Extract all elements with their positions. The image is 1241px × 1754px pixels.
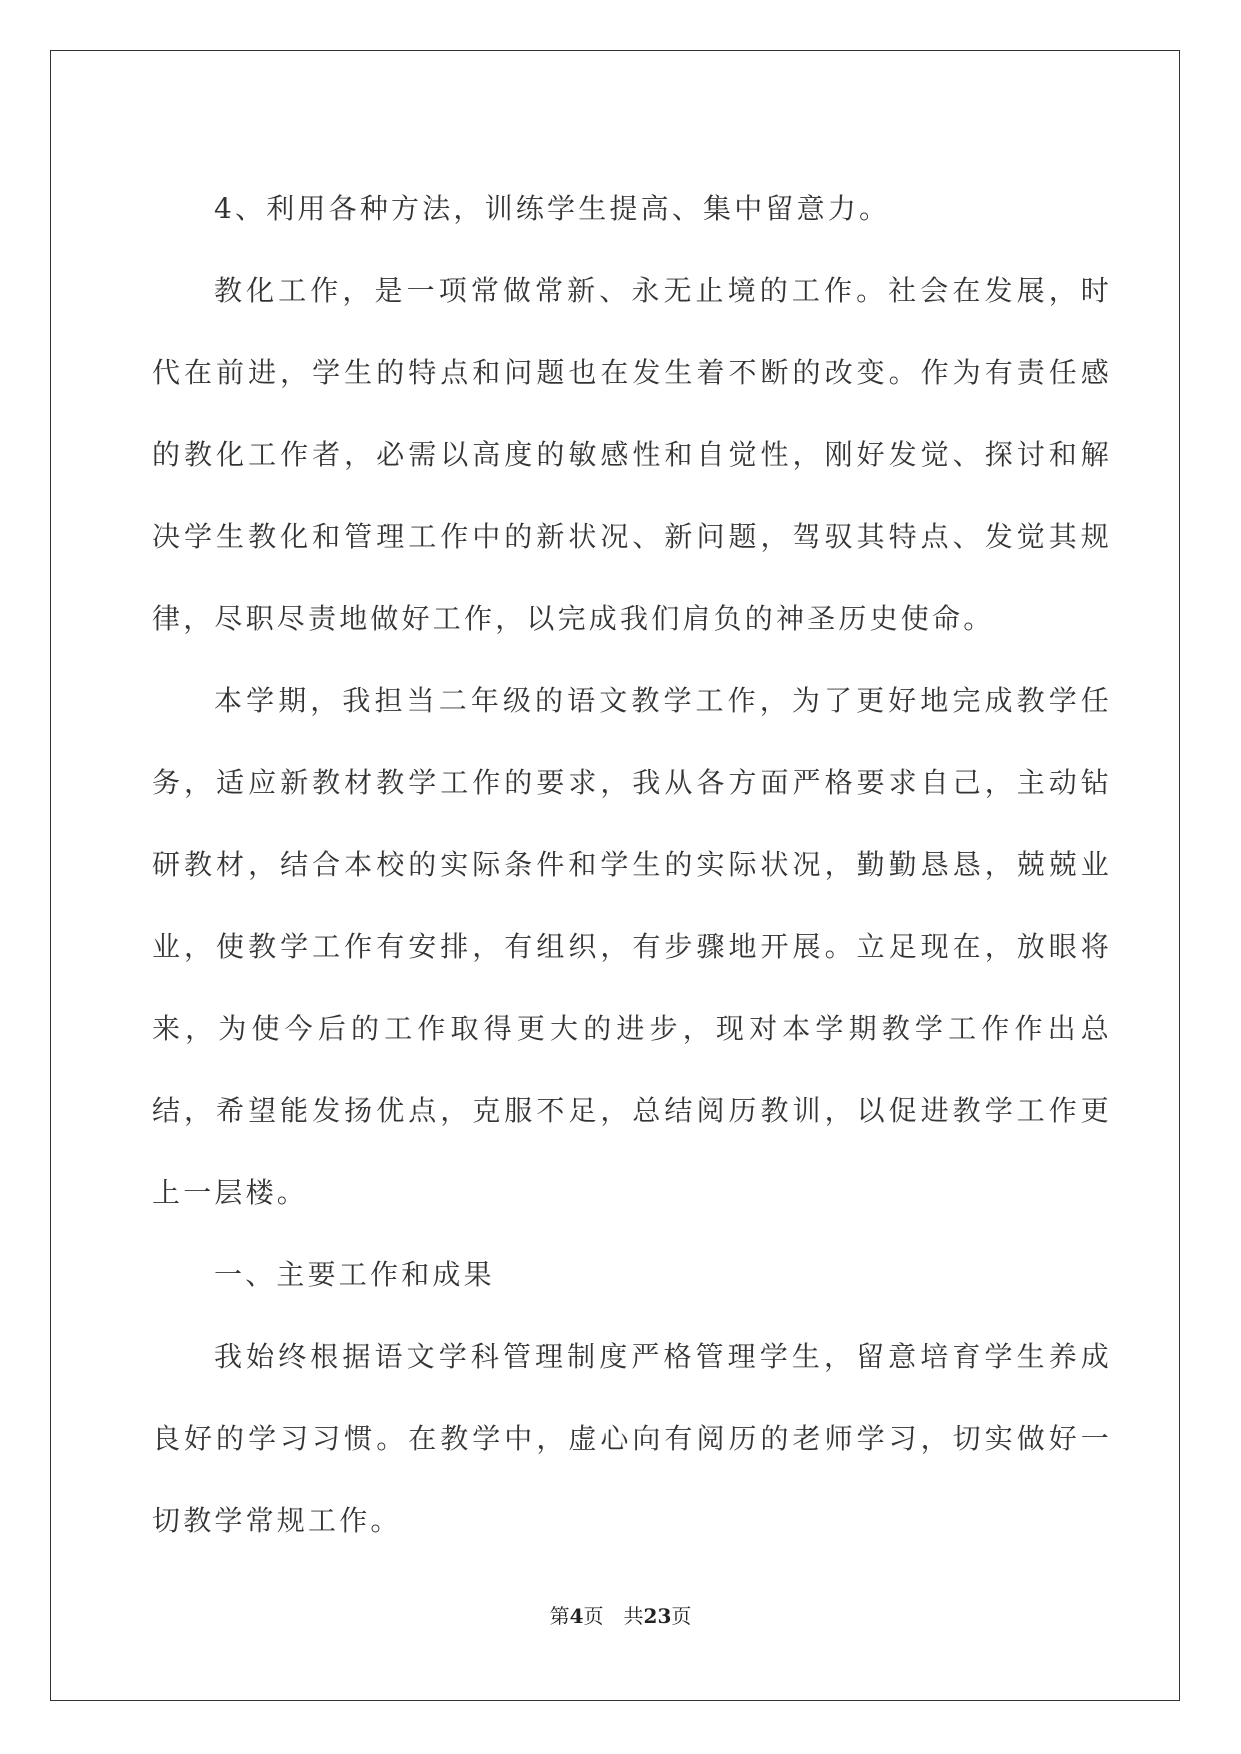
document-body: [152, 168, 1112, 1562]
page-footer: [0, 1602, 1241, 1630]
section-heading: 一、主要工作和成果: [214, 1258, 495, 1291]
paragraph-2: 教化工作，是一项常做常新、永无止境的工作。社会在发展，时代在前进，学生的特点和问题也在发生着不断的改变。作为有责任感的教化工作者，必需以高度的敏感性和自觉性，刚好发觉、探讨和解决学生教化和管理工作中的新状况、新问题，驾驭其特点、发觉其规律，尽职尽责地做好工作，以完成我们肩负的神圣历史使命。: [152, 274, 1112, 635]
paragraph-1: 4、利用各种方法，训练学生提高、集中留意力。: [214, 192, 891, 225]
total-pages: 23: [643, 1604, 672, 1628]
paragraph-4: 我始终根据语文学科管理制度严格管理学生，留意培育学生养成良好的学习习惯。在教学中，虚心向有阅历的老师学习，切实做好一切教学常规工作。: [152, 1340, 1112, 1537]
total-suffix: 页: [671, 1604, 692, 1628]
page-number: 4: [569, 1604, 584, 1628]
page-suffix: 页: [583, 1604, 604, 1628]
total-prefix: 共: [623, 1604, 644, 1628]
paragraph-3: 本学期，我担当二年级的语文教学工作，为了更好地完成教学任务，适应新教材教学工作的要求，我从各方面严格要求自己，主动钻研教材，结合本校的实际条件和学生的实际状况，勤勤恳恳，兢兢业业，使教学工作有安排，有组织，有步骤地开展。立足现在，放眼将来，为使今后的工作取得更大的进步，现对本学期教学工作作出总结，希望能发扬优点，克服不足，总结阅历教训，以促进教学工作更上一层楼。: [152, 684, 1112, 1209]
page-prefix: 第: [549, 1604, 570, 1628]
